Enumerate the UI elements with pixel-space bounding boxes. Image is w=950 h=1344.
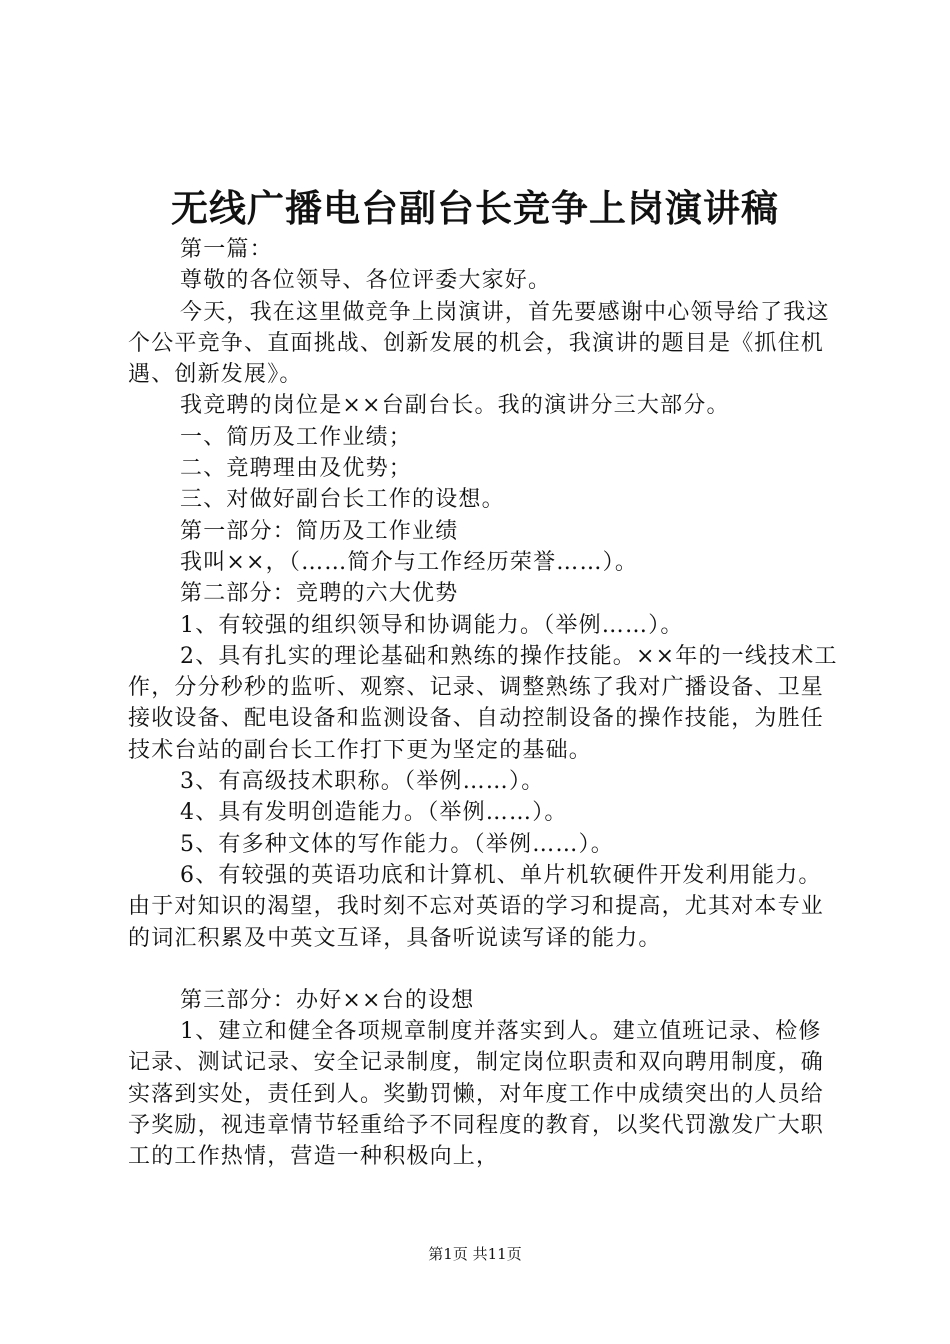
paragraph: 第一篇： <box>180 237 273 262</box>
paragraph: 2、具有扎实的理论基础和熟练的操作技能。××年的一线技术工作，分分秒秒的监听、观察、记录、调整熟练了我对广播设备、卫星接收设备、配电设备和监测设备、自动控制设备的操作技能，为胜任技术台站的副台长工作打下更为坚定的基础。 <box>128 643 838 763</box>
page-footer: 第1页 共11页 <box>428 1245 522 1263</box>
paragraph: 1、有较强的组织领导和协调能力。（举例……）。 <box>180 612 684 638</box>
document-body <box>128 234 840 1173</box>
paragraph: 3、有高级技术职称。（举例……）。 <box>180 769 545 795</box>
paragraph: 今天，我在这里做竞争上岗演讲，首先要感谢中心领导给了我这个公平竞争、直面挑战、创新发展的机会，我演讲的题目是《抓住机遇、创新发展》。 <box>128 299 830 388</box>
paragraph: 5、有多种文体的写作能力。（举例……）。 <box>180 831 614 857</box>
paragraph: 1、建立和健全各项规章制度并落实到人。建立值班记录、检修记录、测试记录、安全记录制度，制定岗位职责和双向聘用制度，确实落到实处，责任到人。奖勤罚懒，对年度工作中成绩突出的人员给予奖励，视违章情节轻重给予不同程度的教育，以奖代罚激发广大职工的工作热情，营造一种积极向上， <box>128 1019 825 1170</box>
paragraph: 一、简历及工作业绩； <box>180 424 413 450</box>
paragraph: 三、对做好副台长工作的设想。 <box>180 487 505 513</box>
paragraph: 尊敬的各位领导、各位评委大家好。 <box>180 268 552 294</box>
document-title: 无线广播电台副台长竞争上岗演讲稿 <box>171 186 779 230</box>
section-heading: 第三部分：办好××台的设想 <box>180 987 475 1013</box>
paragraph: 我叫××，（……简介与工作经历荣誉……）。 <box>180 549 639 575</box>
section-heading: 第二部分：竞聘的六大优势 <box>180 581 459 607</box>
paragraph: 4、具有发明创造能力。（举例……）。 <box>180 800 568 826</box>
section-heading: 第一部分：简历及工作业绩 <box>180 518 459 544</box>
paragraph: 6、有较强的英语功底和计算机、单片机软硬件开发利用能力。由于对知识的渴望，我时刻不忘对英语的学习和提高，尤其对本专业的词汇积累及中英文互译，具备听说读写译的能力。 <box>128 862 825 951</box>
paragraph: 我竞聘的岗位是××台副台长。我的演讲分三大部分。 <box>180 393 730 419</box>
blank-line <box>128 954 840 985</box>
paragraph: 二、竞聘理由及优势； <box>180 456 413 482</box>
